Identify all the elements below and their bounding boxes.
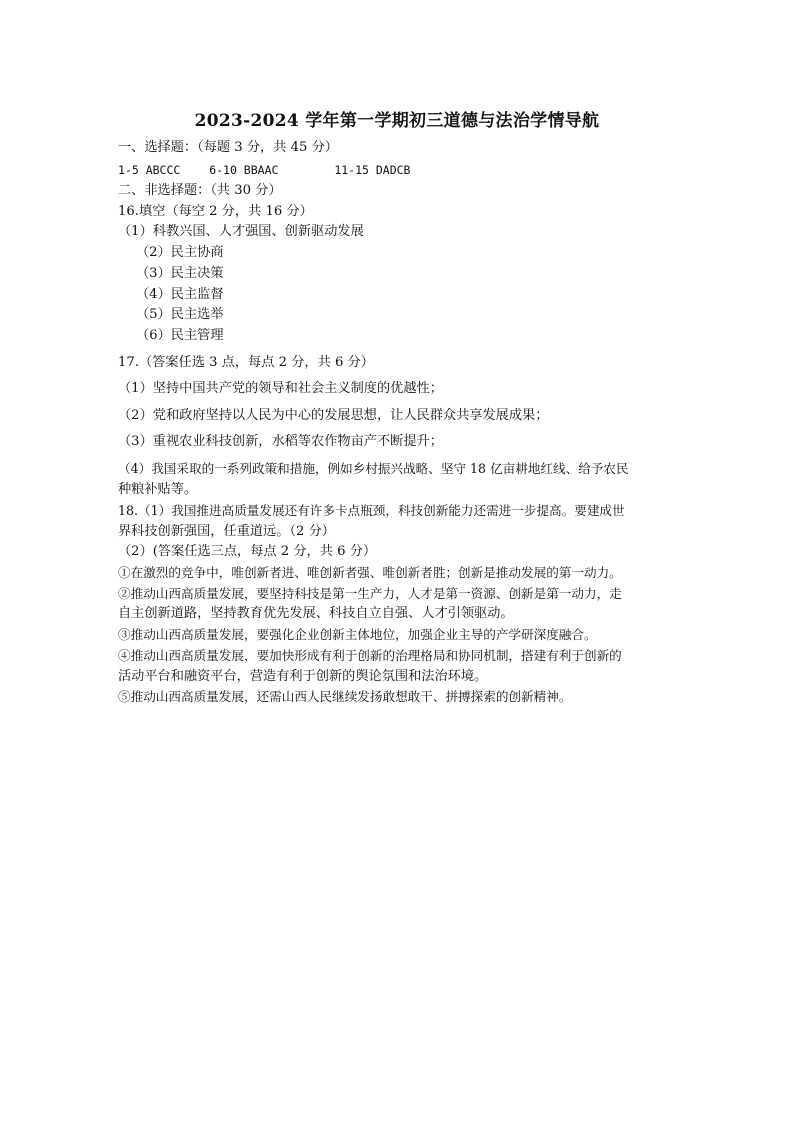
q18-point: ①在激烈的竞争中，唯创新者进、唯创新者强、唯创新者胜；创新是推动发展的第一动力。 [118, 565, 622, 580]
q16-item: （5）民主选举 [136, 307, 224, 322]
q17-item-continued: 种粮补贴等。 [118, 482, 198, 497]
q18-point-continued: 自主创新道路，坚持教育优先发展、科技自立自强、人才引领驱动。 [118, 606, 514, 621]
section1-heading: 一、选择题：（每题 3 分，共 45 分） [118, 140, 338, 155]
q17-item: （2）党和政府坚持以人民为中心的发展思想，让人民群众共享发展成果； [118, 408, 549, 423]
answer-group-2: 6-10 BBAAC [209, 163, 279, 177]
q18-point: ③推动山西高质量发展，要强化企业创新主体地位，加强企业主导的产学研深度融合。 [118, 627, 597, 642]
q18-part2-heading: （2）(答案任选三点，每点 2 分，共 6 分） [118, 544, 377, 559]
q18-part1-line: 界科技创新强国，任重道远。（2 分） [118, 524, 335, 539]
q18-point: ④推动山西高质量发展，要加快形成有利于创新的治理格局和协同机制，搭建有利于创新的 [118, 648, 622, 663]
q16-heading: 16.填空（每空 2 分，共 16 分） [118, 204, 313, 219]
document-title: 2023-2024 学年第一学期初三道德与法治学情导航 [194, 111, 600, 131]
q18-part1-line: 18.（1）我国推进高质量发展还有许多卡点瓶颈，科技创新能力还需进一步提高。要建成世 [118, 503, 625, 518]
q16-item: （4）民主监督 [136, 287, 224, 302]
q18-point: ②推动山西高质量发展，要坚持科技是第一生产力，人才是第一资源、创新是第一动力，走 [118, 586, 622, 601]
choice-answers [118, 161, 410, 179]
answer-group-1: 1-5 ABCCC [118, 163, 181, 177]
q18-point-continued: 活动平台和融资平台，营造有利于创新的舆论氛围和法治环境。 [118, 669, 488, 684]
q16-item: （2）民主协商 [136, 245, 224, 260]
q17-heading: 17.（答案任选 3 点，每点 2 分，共 6 分） [118, 355, 374, 370]
q16-item: （6）民主管理 [136, 328, 224, 343]
q16-item: （3）民主决策 [136, 266, 224, 281]
q17-item: （3）重视农业科技创新，水稻等农作物亩产不断提升； [118, 434, 443, 449]
q18-point: ⑤推动山西高质量发展，还需山西人民继续发扬敢想敢干、拼搏探索的创新精神。 [118, 689, 572, 704]
q17-item: （1）坚持中国共产党的领导和社会主义制度的优越性； [118, 381, 443, 396]
q17-item: （4）我国采取的一系列政策和措施，例如乡村振兴战略、坚守 18 亿亩耕地红线、给予农民 [118, 461, 629, 476]
q16-item: （1）科教兴国、人才强国、创新驱动发展 [118, 224, 364, 239]
answer-group-3: 11-15 DADCB [334, 163, 411, 177]
section2-heading: 二、非选择题：（共 30 分） [118, 183, 282, 198]
